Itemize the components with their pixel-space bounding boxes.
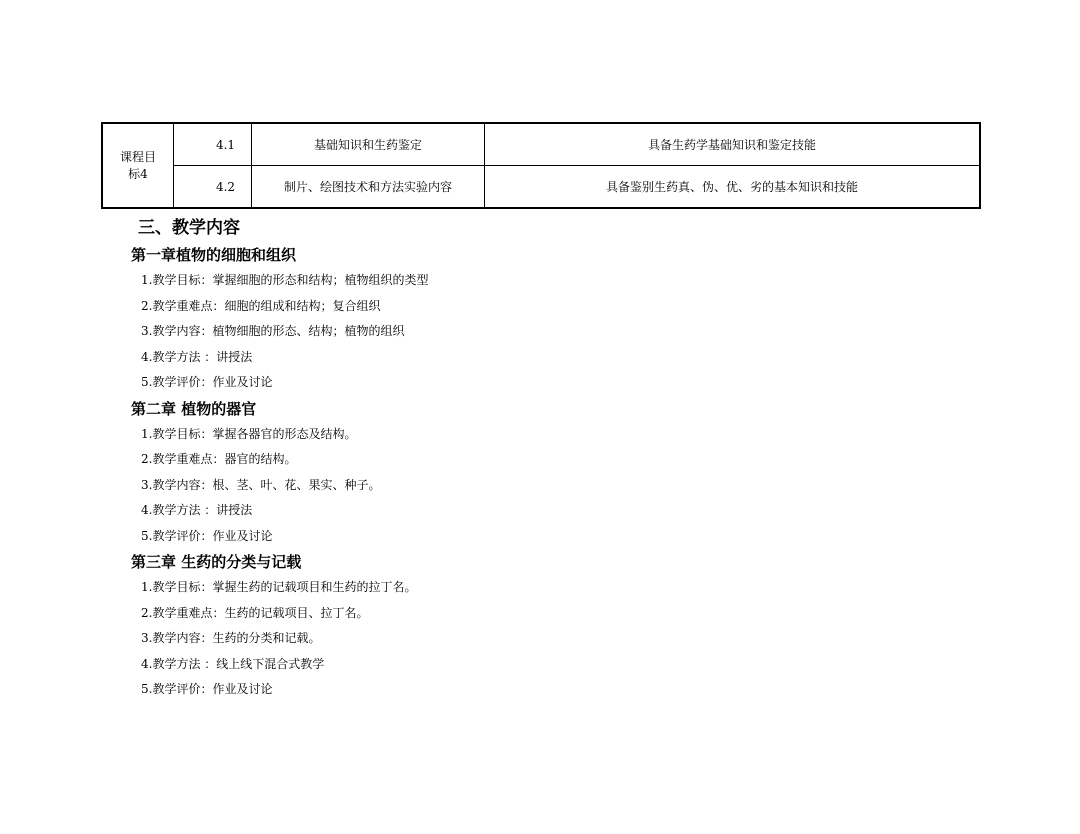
list-item: 2.教学重难点：器官的结构。 [141,452,297,466]
goal-topic-cell: 制片、绘图技术和方法实验内容 [252,166,485,209]
goal-number: 4.2 [215,179,236,194]
list-item: 5.教学评价：作业及讨论 [141,682,273,696]
list-item: 4.教学方法 ：讲授法 [141,349,253,364]
list-item: 5.教学评价：作业及讨论 [141,528,273,543]
goal-label-cell [102,123,174,208]
list-item: 1.教学目标：掌握各器官的形态及结构。 [141,426,357,441]
list-item: 1.教学目标：掌握生药的记载项目和生药的拉丁名。 [141,580,417,594]
goal-number: 4.1 [215,137,236,152]
goal-number-cell [174,123,252,166]
list-item: 4.教学方法 ：讲授法 [141,503,253,517]
chapter-1 [131,242,931,396]
table-row [102,123,980,166]
chapter-title: 第二章 植物的器官 [131,399,257,418]
section-title: 三、教学内容 [138,218,240,238]
list-item: 4.教学方法 ：线上线下混合式教学 [141,656,325,671]
list-item: 2.教学重难点：细胞的组成和结构；复合组织 [141,298,381,313]
goal-outcome-cell: 具备生药学基础知识和鉴定技能 [485,123,981,166]
goal-topic-cell: 基础知识和生药鉴定 [252,123,485,166]
goal-label: 课程目标4 [119,149,156,181]
list-item: 5.教学评价：作业及讨论 [141,375,273,389]
list-item: 1.教学目标：掌握细胞的形态和结构；植物组织的类型 [141,273,429,287]
list-item: 3.教学内容：根、茎、叶、花、果实、种子。 [141,477,381,492]
chapter-title: 第一章植物的细胞和组织 [131,246,297,264]
list-item: 2.教学重难点：生药的记载项目、拉丁名。 [141,605,369,620]
chapter-3 [131,549,931,703]
teaching-content [131,214,931,703]
chapter-title: 第三章 生药的分类与记载 [131,553,302,571]
chapter-2 [131,396,931,550]
table-row [102,166,980,209]
course-goal-table [101,122,981,209]
goal-number-cell [174,166,252,209]
list-item: 3.教学内容：植物细胞的形态、结构；植物的组织 [141,324,405,338]
goal-outcome-cell: 具备鉴别生药真、伪、优、劣的基本知识和技能 [485,166,981,209]
list-item: 3.教学内容：生药的分类和记载。 [141,631,321,645]
